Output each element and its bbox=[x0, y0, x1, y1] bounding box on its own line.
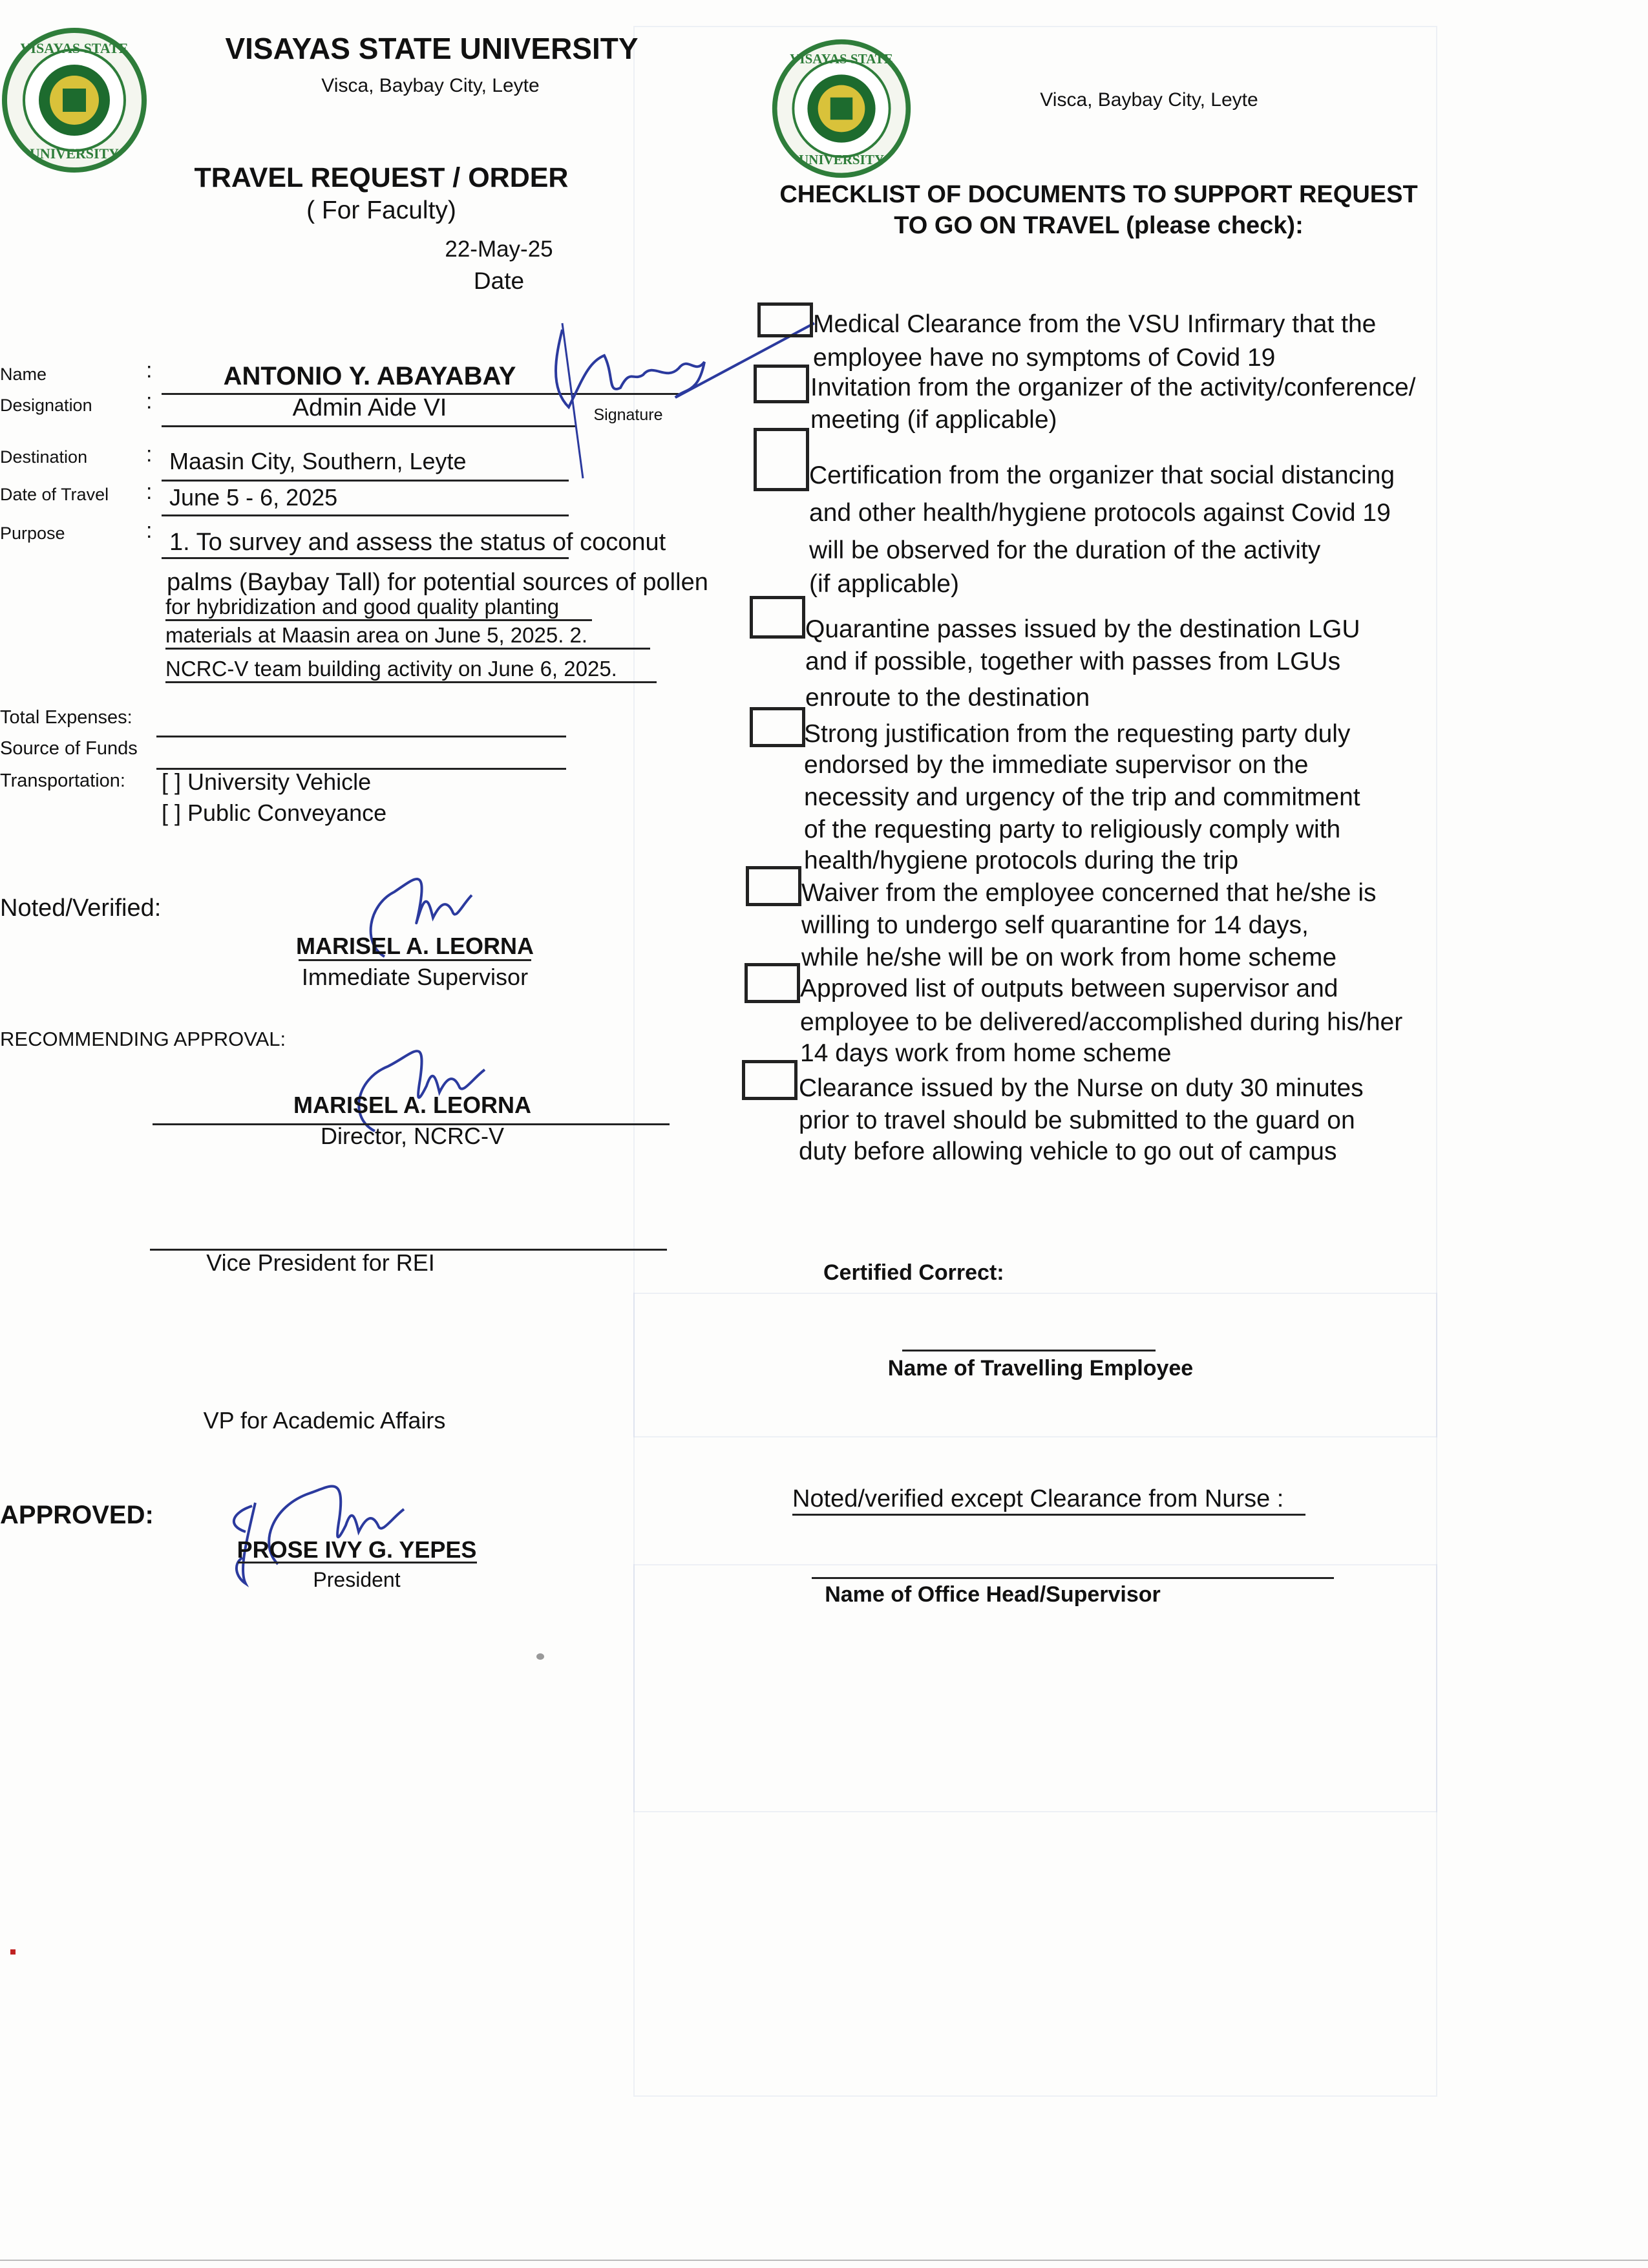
employee-name: ANTONIO Y. ABAYABAY bbox=[223, 362, 516, 390]
university-name: VISAYAS STATE UNIVERSITY bbox=[225, 32, 639, 65]
checklist-item-7-line-1: Approved list of outputs between supervisor and bbox=[800, 975, 1338, 1002]
destination-value: Maasin City, Southern, Leyte bbox=[169, 448, 467, 474]
speck-mark bbox=[536, 1653, 544, 1660]
checkbox-invitation[interactable] bbox=[754, 365, 809, 403]
university-address: Visca, Baybay City, Leyte bbox=[321, 75, 540, 96]
purpose-line-5: NCRC-V team building activity on June 6, 2025. bbox=[165, 657, 617, 681]
checklist-item-8-line-3: duty before allowing vehicle to go out of campus bbox=[799, 1138, 1337, 1165]
purpose-line-2: palms (Baybay Tall) for potential sources of pollen bbox=[167, 569, 708, 596]
destination-label: Destination bbox=[0, 447, 88, 467]
checklist-item-1-line-2: employee have no symptoms of Covid 19 bbox=[813, 344, 1276, 372]
request-date-value: 22-May-25 bbox=[445, 237, 553, 262]
date-of-travel-value: June 5 - 6, 2025 bbox=[169, 484, 338, 511]
date-of-travel-underline bbox=[162, 514, 569, 516]
checkbox-quarantine-passes[interactable] bbox=[750, 596, 805, 639]
checklist-item-5-line-1: Strong justification from the requesting party duly bbox=[804, 720, 1351, 748]
seal-ring-text-top: VISAYAS STATE bbox=[790, 51, 893, 67]
checklist-item-8-line-1: Clearance issued by the Nurse on duty 30 minutes bbox=[799, 1074, 1364, 1102]
form-subtitle: ( For Faculty) bbox=[306, 196, 456, 224]
checklist-item-2-line-2: meeting (if applicable) bbox=[810, 406, 1057, 434]
purpose-underline-1 bbox=[162, 557, 569, 559]
transportation-label: Transportation: bbox=[0, 770, 125, 791]
director-name: MARISEL A. LEORNA bbox=[293, 1092, 532, 1118]
recommending-approval-label: RECOMMENDING APPROVAL: bbox=[0, 1028, 286, 1050]
travelling-employee-label: Name of Travelling Employee bbox=[887, 1356, 1194, 1381]
approved-label: APPROVED: bbox=[0, 1501, 154, 1529]
purpose-line-1: 1. To survey and assess the status of coconut bbox=[169, 529, 666, 556]
president-name-underline bbox=[238, 1562, 477, 1563]
checkbox-strong-justification[interactable] bbox=[750, 707, 805, 747]
university-seal-left bbox=[0, 26, 149, 175]
checkbox-waiver[interactable] bbox=[746, 866, 801, 906]
page-bottom-edge bbox=[0, 2260, 1648, 2261]
vp-academic-title: VP for Academic Affairs bbox=[203, 1407, 446, 1434]
checklist-item-3-line-1: Certification from the organizer that social distancing bbox=[809, 461, 1395, 489]
purpose-line-3: for hybridization and good quality planting bbox=[165, 595, 560, 619]
destination-underline bbox=[162, 480, 569, 482]
request-date-label: Date bbox=[473, 268, 525, 294]
date-of-travel-label: Date of Travel bbox=[0, 485, 109, 504]
office-head-label: Name of Office Head/Supervisor bbox=[825, 1582, 1161, 1607]
total-expenses-underline bbox=[156, 736, 566, 737]
certified-correct-label: Certified Correct: bbox=[823, 1260, 1004, 1285]
checklist-item-5-line-5: health/hygiene protocols during the trip bbox=[804, 847, 1239, 874]
source-of-funds-label: Source of Funds bbox=[0, 738, 138, 759]
travelling-employee-signature-line bbox=[902, 1350, 1156, 1351]
checkbox-medical-clearance[interactable] bbox=[757, 302, 813, 337]
signature-label: Signature bbox=[593, 406, 663, 424]
name-label: Name bbox=[0, 365, 47, 384]
right-address: Visca, Baybay City, Leyte bbox=[1040, 89, 1258, 111]
noted-verified-label: Noted/Verified: bbox=[0, 895, 162, 922]
form-title: TRAVEL REQUEST / ORDER bbox=[194, 162, 569, 193]
transport-option-university-vehicle[interactable]: [ ] University Vehicle bbox=[162, 768, 372, 795]
checklist-item-3-line-4: (if applicable) bbox=[809, 570, 959, 598]
vp-rei-title: Vice President for REI bbox=[206, 1249, 435, 1276]
noted-except-underline bbox=[792, 1514, 1305, 1516]
total-expenses-label: Total Expenses: bbox=[0, 707, 132, 728]
seal-ring-text-bottom: UNIVERSITY bbox=[29, 145, 120, 162]
checklist-item-4-line-1: Quarantine passes issued by the destination LGU bbox=[805, 615, 1360, 643]
transport-option-public-conveyance[interactable]: [ ] Public Conveyance bbox=[162, 800, 387, 826]
checklist-item-3-line-2: and other health/hygiene protocols against Covid 19 bbox=[809, 499, 1391, 527]
purpose-colon: : bbox=[146, 518, 153, 543]
purpose-underline-5 bbox=[165, 681, 657, 683]
checklist-item-8-line-2: prior to travel should be submitted to the guard on bbox=[799, 1107, 1355, 1134]
purpose-line-4: materials at Maasin area on June 5, 2025. 2. bbox=[165, 623, 588, 647]
president-title: President bbox=[313, 1568, 401, 1591]
checklist-item-7-line-3: 14 days work from home scheme bbox=[800, 1039, 1172, 1067]
president-name: PROSE IVY G. YEPES bbox=[237, 1536, 477, 1563]
checklist-item-4-line-3: enroute to the destination bbox=[805, 684, 1090, 712]
checklist-item-4-line-2: and if possible, together with passes from LGUs bbox=[805, 648, 1341, 675]
checkbox-approved-outputs[interactable] bbox=[745, 963, 800, 1003]
checklist-item-5-line-2: endorsed by the immediate supervisor on the bbox=[804, 751, 1309, 779]
designation-colon: : bbox=[146, 389, 153, 414]
checklist-title-line-2: TO GO ON TRAVEL (please check): bbox=[894, 212, 1304, 239]
purpose-underline-3 bbox=[165, 619, 592, 621]
university-seal-right bbox=[770, 37, 913, 180]
designation-value: Admin Aide VI bbox=[292, 394, 447, 421]
seal-ring-text-top: VISAYAS STATE bbox=[20, 40, 129, 56]
destination-colon: : bbox=[146, 442, 153, 467]
seal-ring-text-bottom: UNIVERSITY bbox=[798, 152, 885, 168]
supervisor-title: Immediate Supervisor bbox=[301, 964, 529, 990]
checkbox-nurse-clearance[interactable] bbox=[742, 1060, 798, 1100]
checklist-title-line-1: CHECKLIST OF DOCUMENTS TO SUPPORT REQUEST bbox=[779, 181, 1418, 208]
name-colon: : bbox=[146, 358, 153, 383]
date-of-travel-colon: : bbox=[146, 480, 153, 504]
checklist-item-5-line-3: necessity and urgency of the trip and commitment bbox=[804, 783, 1360, 811]
checklist-item-5-line-4: of the requesting party to religiously comply with bbox=[804, 816, 1341, 843]
checklist-item-2-line-1: Invitation from the organizer of the activity/conference/ bbox=[810, 374, 1416, 401]
red-speck-mark bbox=[10, 1949, 16, 1955]
designation-underline bbox=[162, 425, 575, 427]
checklist-item-7-line-2: employee to be delivered/accomplished during his/her bbox=[800, 1008, 1403, 1036]
checklist-item-6-line-2: willing to undergo self quarantine for 14 days, bbox=[801, 911, 1309, 939]
director-title: Director, NCRC-V bbox=[320, 1123, 505, 1149]
supervisor-name-underline bbox=[299, 959, 531, 961]
purpose-underline-4 bbox=[165, 648, 650, 650]
checkbox-certification[interactable] bbox=[754, 428, 809, 491]
checklist-item-3-line-3: will be observed for the duration of the activity bbox=[809, 536, 1321, 564]
checklist-item-6-line-3: while he/she will be on work from home scheme bbox=[801, 944, 1337, 971]
purpose-label: Purpose bbox=[0, 524, 65, 543]
checklist-item-1-line-1: Medical Clearance from the VSU Infirmary that the bbox=[813, 310, 1377, 338]
noted-except-nurse-label: Noted/verified except Clearance from Nurse : bbox=[792, 1485, 1284, 1512]
supervisor-name: MARISEL A. LEORNA bbox=[295, 933, 534, 959]
designation-label: Designation bbox=[0, 396, 92, 415]
checklist-item-6-line-1: Waiver from the employee concerned that he/she is bbox=[801, 879, 1377, 907]
office-head-signature-line bbox=[812, 1577, 1334, 1579]
